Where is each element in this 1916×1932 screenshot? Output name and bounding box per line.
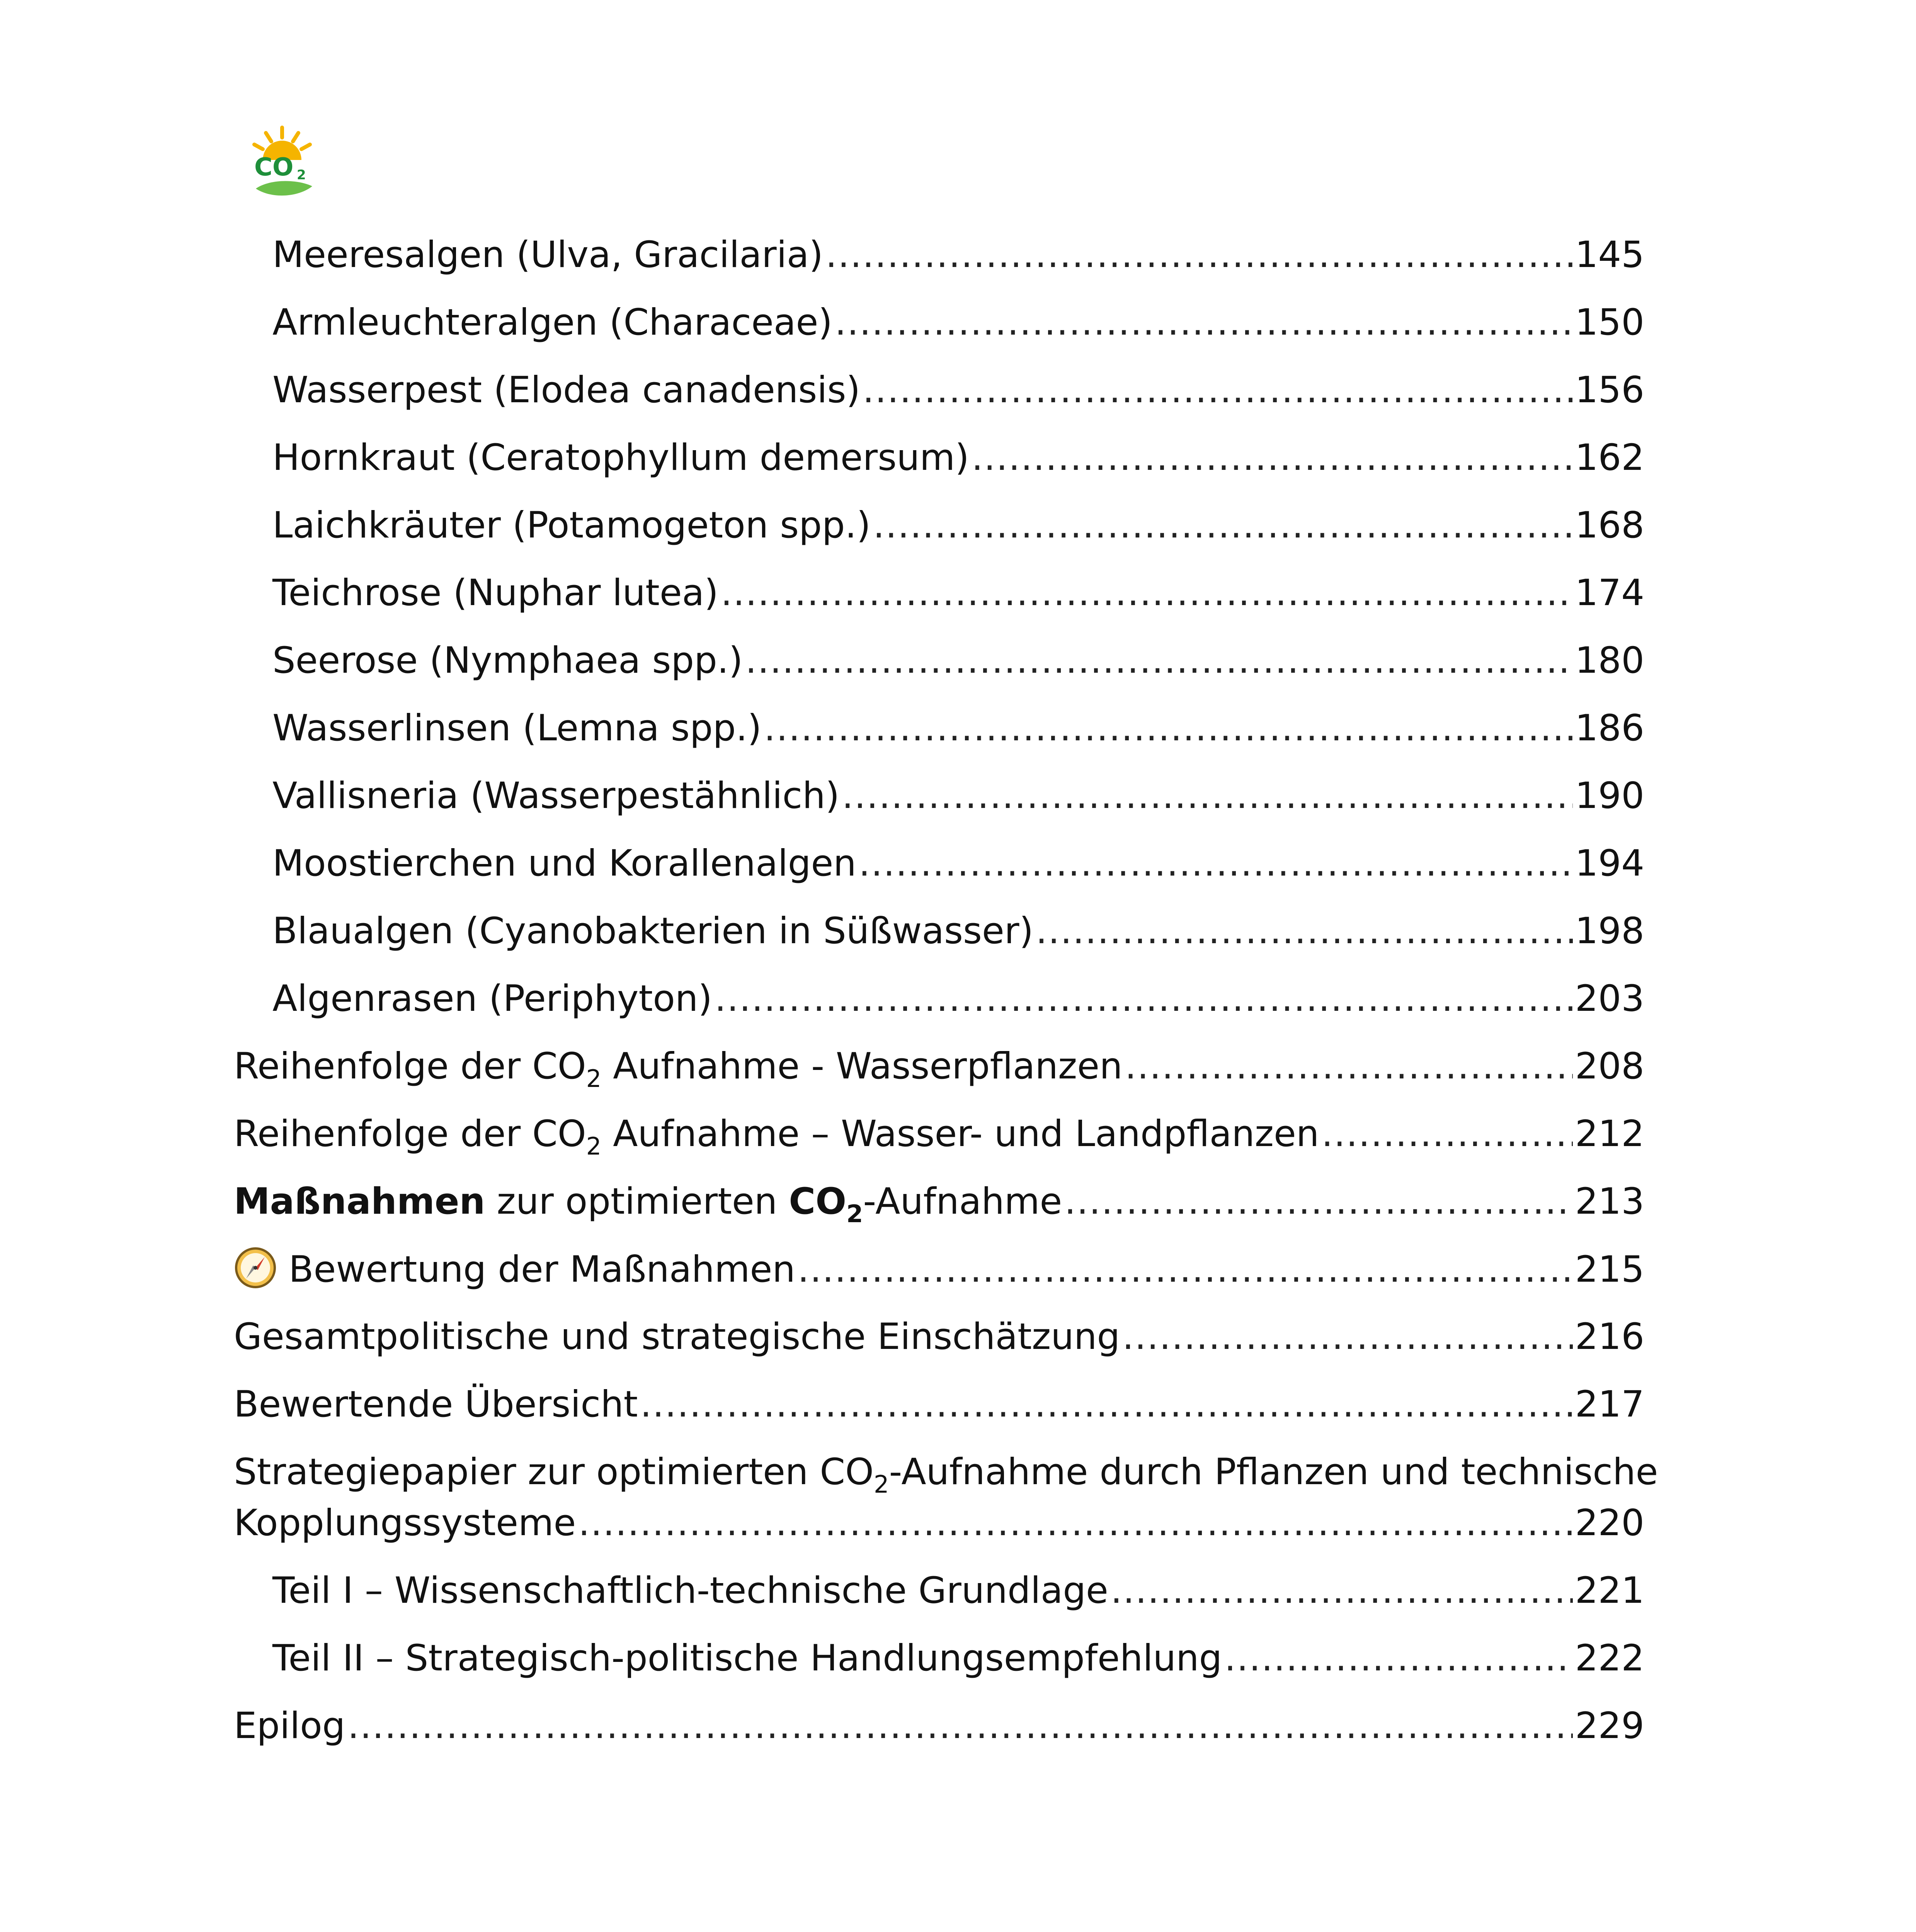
toc-entry-page: 150 — [1575, 301, 1644, 344]
toc-entry-page: 145 — [1575, 234, 1644, 276]
toc-entry-title: Meeresalgen (Ulva, Gracilaria) — [272, 234, 824, 276]
toc-entry-title: Seerose (Nymphaea spp.) — [272, 639, 743, 682]
co2-logo-graphic — [247, 124, 317, 202]
toc-entry-page: 162 — [1575, 437, 1644, 479]
toc-entry-title: Teil II – Strategisch-politische Handlungsempfehlung — [272, 1637, 1222, 1679]
toc-entry-page: 194 — [1575, 842, 1644, 884]
dot-leader — [1224, 1635, 1572, 1682]
toc-entry-title: Reihenfolge der $CO_2$ Aufnahme – Wasser- und Landpflanzen — [234, 1113, 1319, 1160]
toc-entry[interactable] — [234, 367, 1644, 435]
dot-leader — [721, 570, 1573, 616]
dot-leader — [764, 705, 1573, 752]
toc-entry-page: 186 — [1575, 707, 1644, 749]
toc-entry-title: Maßnahmen zur optimierten $CO_2$-Aufnahme — [234, 1180, 1062, 1228]
svg-text:CO: CO — [254, 153, 294, 182]
dot-leader — [859, 840, 1573, 887]
toc-entry[interactable] — [234, 773, 1644, 840]
toc-entry-page: 190 — [1575, 775, 1644, 817]
toc-entry-bewertung[interactable] — [234, 1246, 1644, 1314]
toc-entry-gesamtpolitische[interactable] — [234, 1314, 1644, 1381]
table-of-contents — [234, 232, 1658, 1770]
toc-entry-page: 156 — [1575, 369, 1644, 411]
toc-entry-title: Bewertung der Maßnahmen — [234, 1246, 795, 1293]
dot-leader — [863, 367, 1572, 413]
toc-entry-title: Teichrose (Nuphar lutea) — [272, 572, 719, 614]
dot-leader — [798, 1247, 1573, 1293]
toc-entry-title: Teil I – Wissenschaftlich-technische Grundlage — [272, 1570, 1108, 1612]
dot-leader — [1125, 1043, 1573, 1090]
dot-leader — [873, 502, 1573, 549]
dot-leader — [347, 1703, 1572, 1749]
toc-entry[interactable] — [234, 638, 1644, 705]
svg-text:2: 2 — [297, 167, 306, 183]
dot-leader — [1064, 1179, 1572, 1225]
toc-entry-title: Wasserpest (Elodea canadensis) — [272, 369, 861, 411]
toc-entry-reihenfolge-wasserpflanzen[interactable] — [234, 1043, 1644, 1111]
toc-entry-teil-1[interactable] — [234, 1568, 1644, 1635]
toc-entry-page: 216 — [1575, 1316, 1644, 1358]
toc-entry[interactable] — [234, 299, 1644, 367]
dot-leader — [640, 1381, 1572, 1428]
toc-entry[interactable] — [234, 976, 1644, 1043]
toc-entry[interactable] — [234, 908, 1644, 976]
toc-entry-title: Epilog — [234, 1705, 345, 1747]
dot-leader — [1111, 1568, 1573, 1614]
dot-leader — [842, 773, 1572, 819]
dot-leader — [1321, 1111, 1572, 1157]
dot-leader — [578, 1500, 1572, 1546]
dot-leader — [1122, 1314, 1572, 1360]
toc-entry-page: 215 — [1575, 1248, 1644, 1291]
toc-entry-page: 212 — [1575, 1113, 1644, 1155]
toc-entry-page: 168 — [1575, 504, 1644, 546]
toc-entry-title: Blaualgen (Cyanobakterien in Süßwasser) — [272, 910, 1034, 952]
toc-entry-page: 229 — [1575, 1705, 1644, 1747]
toc-entry-page: 217 — [1575, 1383, 1644, 1425]
toc-entry-page: 203 — [1575, 978, 1644, 1020]
toc-entry-title: Strategiepapier zur optimierten $CO_2$-Aufnahme durch Pflanzen und technische — [234, 1451, 1658, 1498]
dot-leader — [825, 232, 1573, 278]
toc-entry[interactable] — [234, 502, 1644, 570]
toc-entry[interactable] — [234, 705, 1644, 773]
toc-entry-page: 198 — [1575, 910, 1644, 952]
dot-leader — [745, 638, 1572, 684]
toc-entry[interactable] — [234, 840, 1644, 908]
toc-entry-teil-2[interactable] — [234, 1635, 1644, 1703]
toc-entry-page: 174 — [1575, 572, 1644, 614]
toc-entry-page: 220 — [1575, 1502, 1644, 1544]
toc-entry-title: Vallisneria (Wasserpestähnlich) — [272, 775, 840, 817]
dot-leader — [835, 299, 1573, 346]
toc-entry[interactable] — [234, 435, 1644, 502]
toc-entry[interactable] — [234, 232, 1644, 299]
toc-entry-page: 222 — [1575, 1637, 1644, 1679]
toc-entry-title: Algenrasen (Periphyton) — [272, 978, 713, 1020]
toc-entry-page: 213 — [1575, 1180, 1644, 1223]
toc-entry-title: Reihenfolge der $CO_2$ Aufnahme - Wasserpflanzen — [234, 1045, 1123, 1093]
toc-entry-title: Moostierchen und Korallenalgen — [272, 842, 856, 884]
toc-entry-title: Bewertende Übersicht — [234, 1383, 638, 1425]
dot-leader — [1036, 908, 1572, 954]
toc-entry-title-line2: Kopplungssysteme ..... 220 — [234, 1500, 1644, 1546]
toc-entry-title: Armleuchteralgen (Characeae) — [272, 301, 833, 344]
toc-entry-page: 221 — [1575, 1570, 1644, 1612]
dot-leader — [972, 435, 1573, 481]
dot-leader — [715, 976, 1572, 1022]
toc-entry-uebersicht[interactable] — [234, 1381, 1644, 1449]
toc-entry[interactable] — [234, 570, 1644, 638]
toc-entry-title: Gesamtpolitische und strategische Einschätzung — [234, 1316, 1120, 1358]
compass-icon — [234, 1246, 277, 1289]
toc-entry-reihenfolge-wasser-land[interactable] — [234, 1111, 1644, 1179]
toc-entry-title: Wasserlinsen (Lemna spp.) — [272, 707, 762, 749]
toc-entry-epilog[interactable] — [234, 1703, 1644, 1770]
toc-entry-strategiepapier[interactable] — [234, 1449, 1658, 1546]
co2-logo — [247, 124, 317, 202]
toc-entry-page: 208 — [1575, 1045, 1644, 1087]
toc-entry-title: Hornkraut (Ceratophyllum demersum) — [272, 437, 969, 479]
toc-entry-massnahmen[interactable] — [234, 1179, 1644, 1246]
toc-entry-page: 180 — [1575, 639, 1644, 682]
toc-entry-title: Laichkräuter (Potamogeton spp.) — [272, 504, 871, 546]
